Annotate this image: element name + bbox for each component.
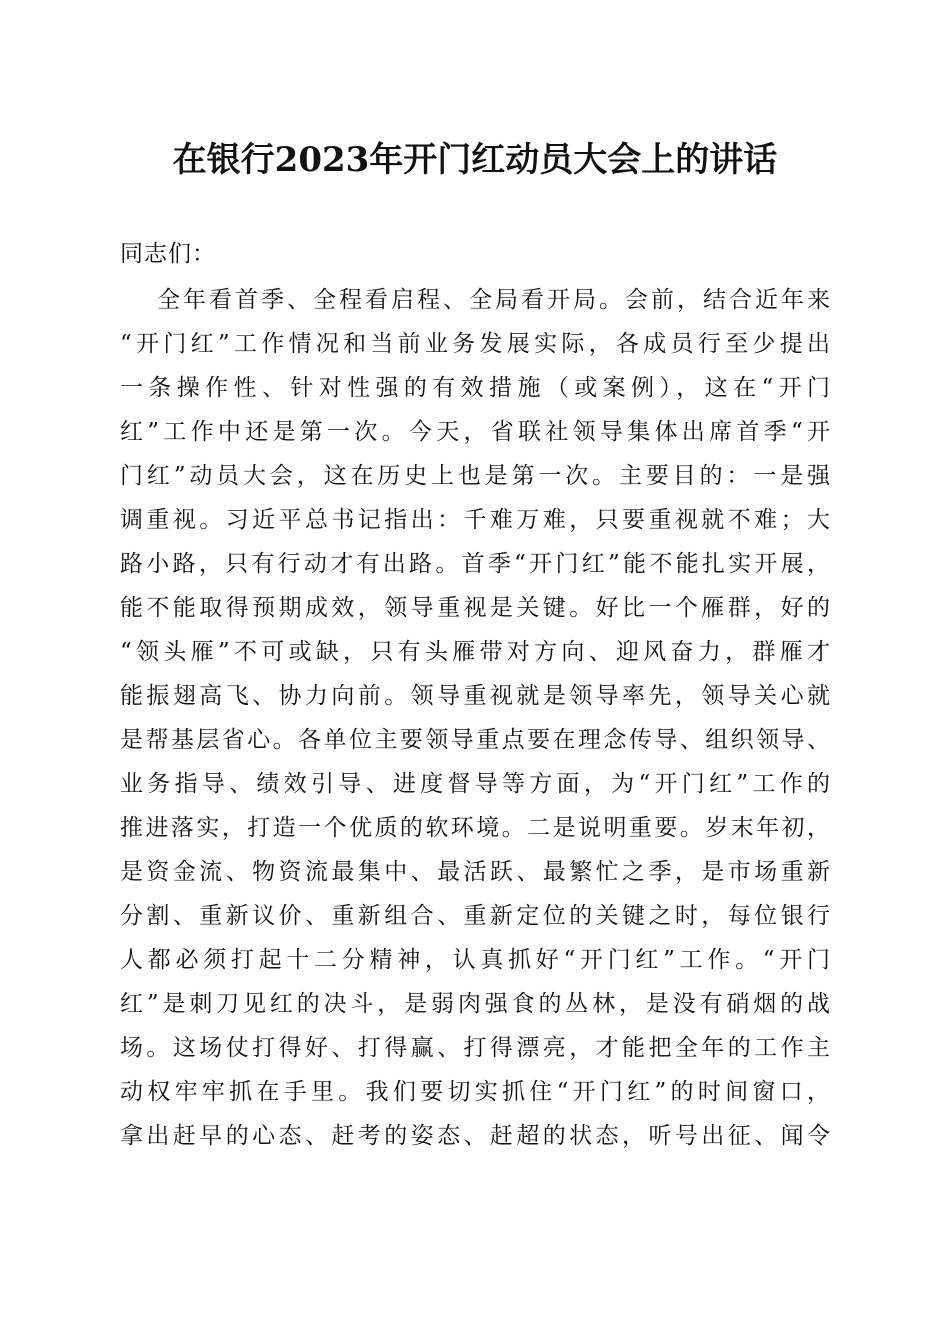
paragraph-line: 全年看首季、全程看启程、全局看开局。会前，结合近年来 — [157, 287, 830, 313]
paragraph-line: 业务指导、绩效引导、进度督导等方面，为“开门红”工作的 — [120, 771, 830, 797]
paragraph-line: 调重视。习近平总书记指出：千难万难，只要重视就不难；大 — [120, 507, 830, 533]
paragraph-line: 分割、重新议价、重新组合、重新定位的关键之时，每位银行 — [120, 903, 830, 929]
paragraph-line: 红”工作中还是第一次。今天，省联社领导集体出席首季“开 — [120, 419, 830, 445]
paragraph-line: 拿出赶早的心态、赶考的姿态、赶超的状态，听号出征、闻令 — [120, 1123, 830, 1149]
salutation: 同志们： — [120, 241, 216, 267]
paragraph-line: 场。这场仗打得好、打得赢、打得漂亮，才能把全年的工作主 — [120, 1035, 830, 1061]
paragraph-line: 门红”动员大会，这在历史上也是第一次。主要目的：一是强 — [120, 463, 830, 489]
paragraph-line: 路小路，只有行动才有出路。首季“开门红”能不能扎实开展， — [120, 551, 830, 577]
body-paragraph — [120, 278, 830, 1158]
paragraph-line: 红”是刺刀见红的决斗，是弱肉强食的丛林，是没有硝烟的战 — [120, 991, 830, 1017]
paragraph-line: “开门红”工作情况和当前业务发展实际，各成员行至少提出 — [120, 331, 830, 357]
paragraph-line: 人都必须打起十二分精神，认真抓好“开门红”工作。“开门 — [120, 947, 830, 973]
paragraph-line: 是资金流、物资流最集中、最活跃、最繁忙之季，是市场重新 — [120, 859, 830, 885]
paragraph-line: 能振翅高飞、协力向前。领导重视就是领导率先，领导关心就 — [120, 683, 830, 709]
paragraph-line: 推进落实，打造一个优质的软环境。二是说明重要。岁末年初， — [120, 815, 830, 841]
paragraph-line: 是帮基层省心。各单位主要领导重点要在理念传导、组织领导、 — [120, 727, 830, 753]
paragraph-line: 一条操作性、针对性强的有效措施（或案例），这在“开门 — [120, 375, 830, 401]
document-title: 在银行2023年开门红动员大会上的讲话 — [172, 140, 778, 180]
paragraph-line: 动权牢牢抓在手里。我们要切实抓住“开门红”的时间窗口， — [120, 1079, 830, 1105]
paragraph-line: “领头雁”不可或缺，只有头雁带对方向、迎风奋力，群雁才 — [120, 639, 830, 665]
paragraph-line: 能不能取得预期成效，领导重视是关键。好比一个雁群，好的 — [120, 595, 830, 621]
